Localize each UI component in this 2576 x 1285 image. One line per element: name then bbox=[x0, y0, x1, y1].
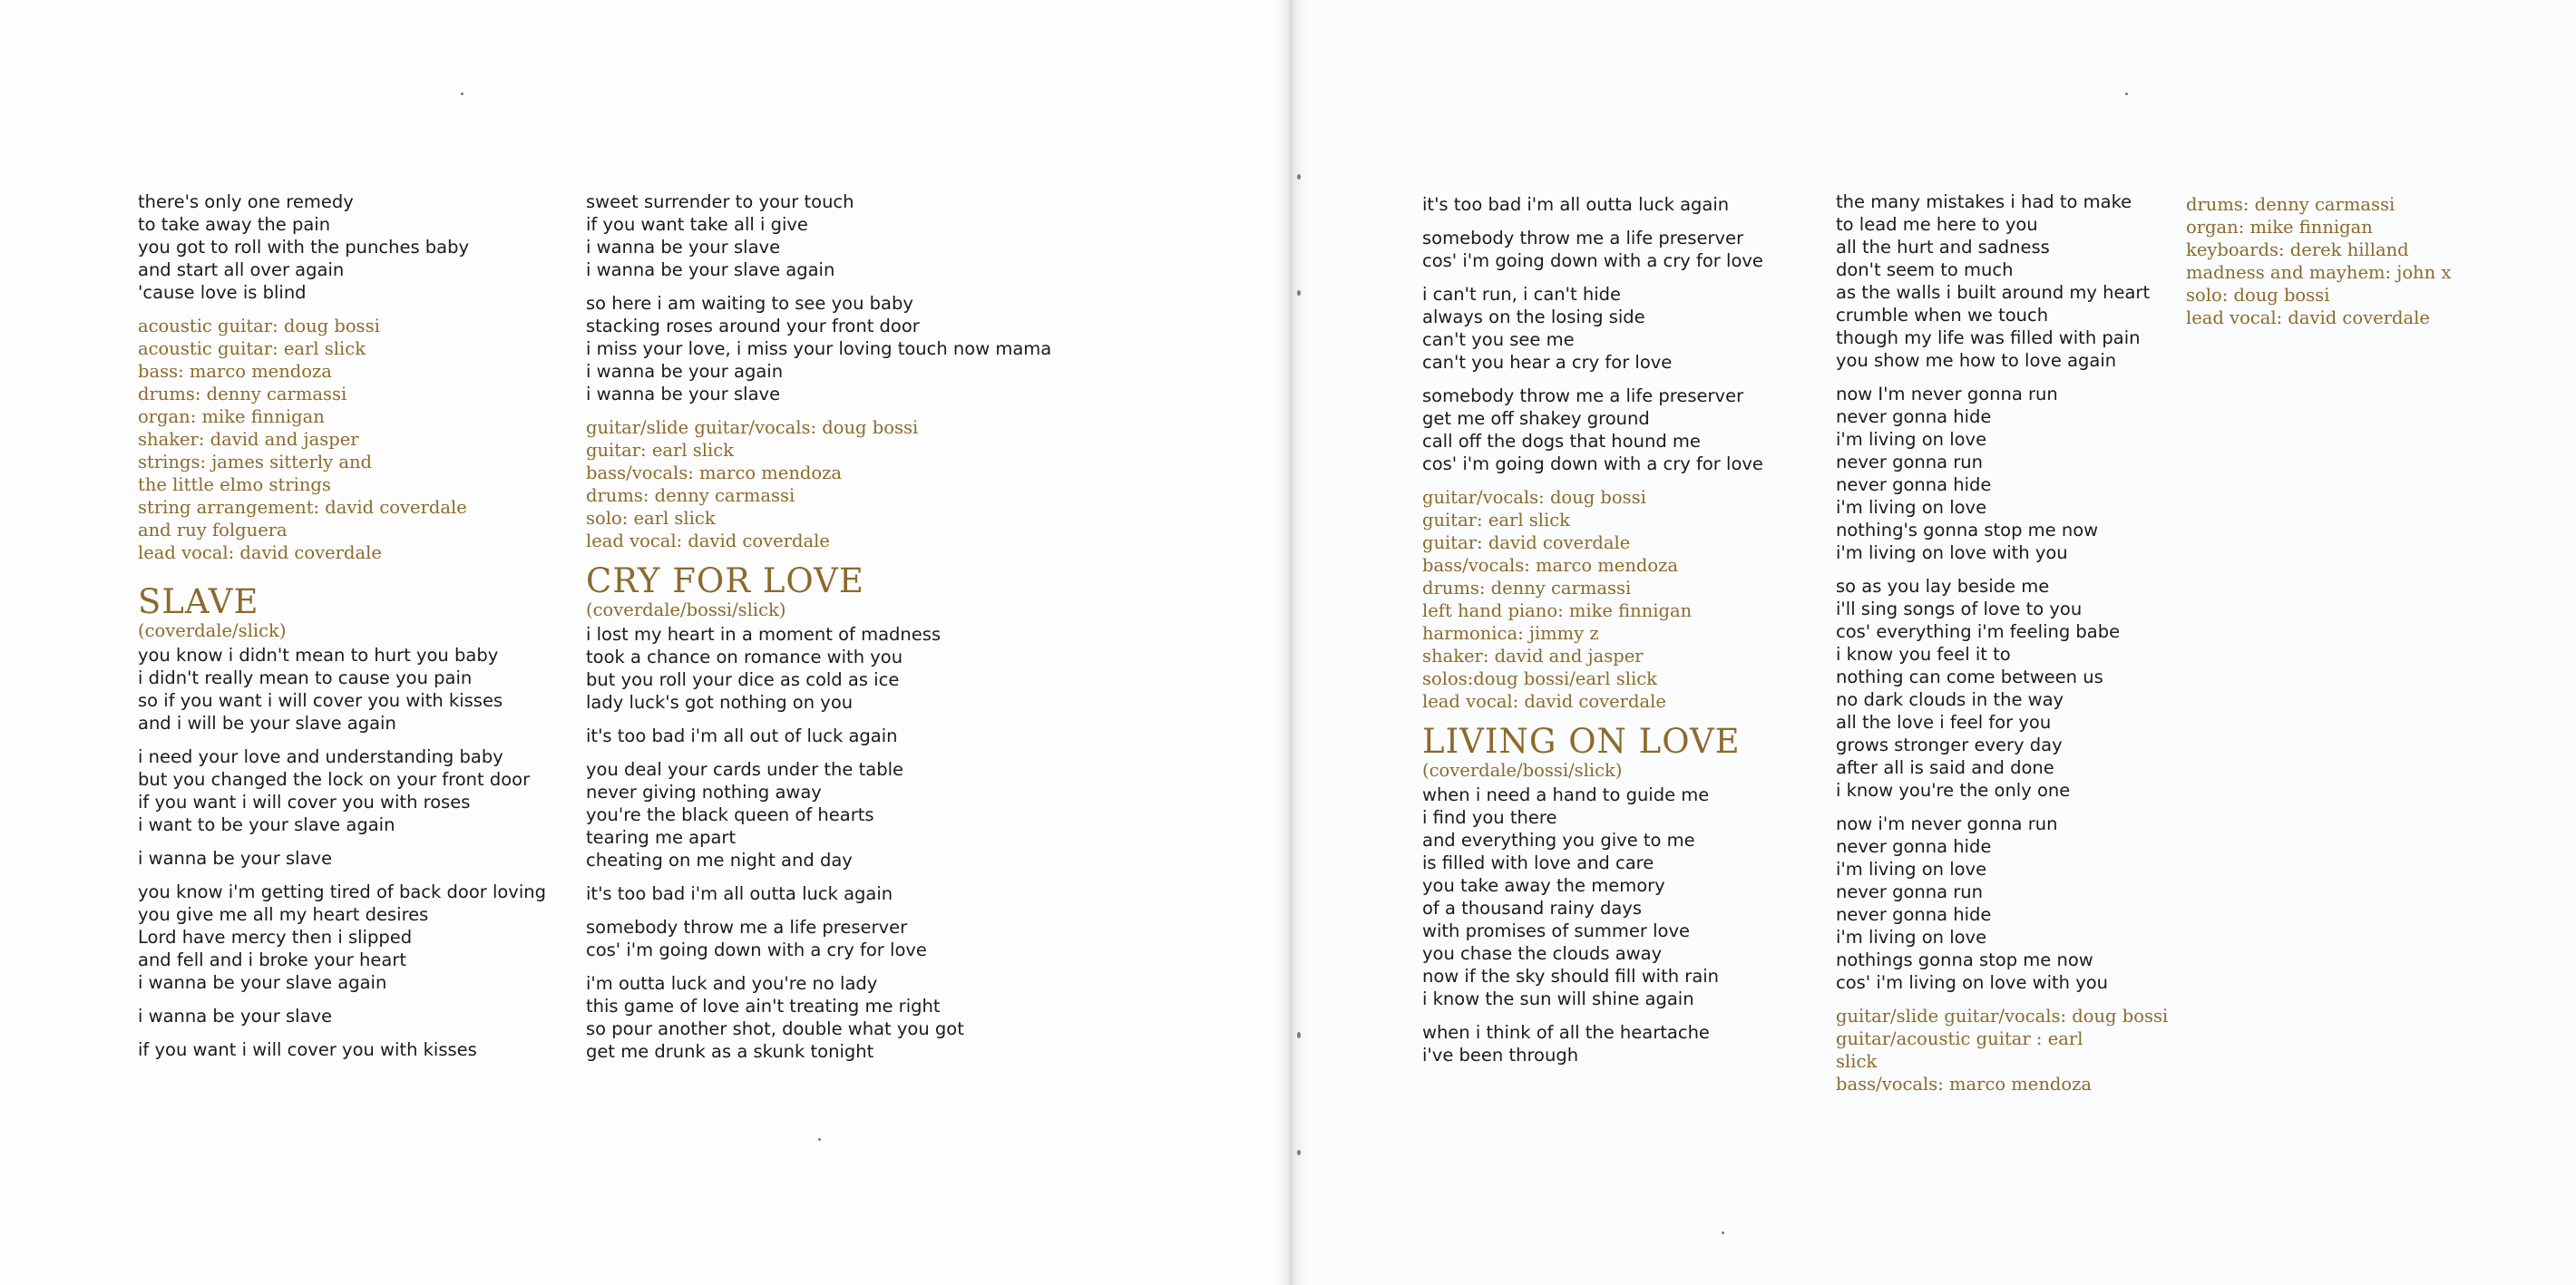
lyric-stanza bbox=[1422, 784, 1763, 1010]
lyric-line: grows stronger every day bbox=[1836, 735, 2063, 755]
lyric-stanza bbox=[1836, 575, 2168, 802]
credit-line: guitar: david coverdale bbox=[1422, 532, 1631, 553]
lyric-line: nothing's gonna stop me now bbox=[1836, 520, 2099, 540]
column-3 bbox=[1422, 193, 1763, 1077]
lyric-line: nothing can come between us bbox=[1836, 667, 2103, 687]
scan-speck bbox=[1297, 1032, 1301, 1038]
credit-line: bass/vocals: marco mendoza bbox=[1422, 555, 1679, 576]
lyric-line: can't you hear a cry for love bbox=[1422, 352, 1673, 373]
lyric-line: so if you want i will cover you with kisses bbox=[138, 690, 503, 711]
credit-line: lead vocal: david coverdale bbox=[1422, 691, 1666, 712]
lyric-line: no dark clouds in the way bbox=[1836, 689, 2064, 710]
lyric-line: there's only one remedy bbox=[138, 191, 354, 212]
lyric-line: to lead me here to you bbox=[1836, 214, 2038, 235]
credits-block bbox=[1836, 1005, 2168, 1095]
lyric-line: i'm living on love bbox=[1836, 859, 1987, 880]
lyric-line: stacking roses around your front door bbox=[586, 316, 920, 336]
credit-line: organ: mike finnigan bbox=[2186, 217, 2373, 238]
credit-line: madness and mayhem: john x bbox=[2186, 262, 2452, 283]
lyric-stanza bbox=[1836, 383, 2168, 564]
credit-line: acoustic guitar: earl slick bbox=[138, 338, 366, 359]
credit-line: drums: denny carmassi bbox=[1422, 578, 1632, 599]
lyric-stanza bbox=[138, 190, 546, 304]
scan-speck bbox=[1297, 1150, 1301, 1155]
lyric-stanza bbox=[1836, 813, 2168, 994]
lyric-line: now if the sky should fill with rain bbox=[1422, 966, 1720, 987]
lyric-line: i know you feel it to bbox=[1836, 644, 2011, 665]
lyric-line: crumble when we touch bbox=[1836, 305, 2049, 326]
lyric-line: i wanna be your slave bbox=[138, 1006, 333, 1027]
lyric-line: never gonna run bbox=[1836, 452, 1984, 472]
lyric-line: somebody throw me a life preserver bbox=[586, 917, 908, 938]
lyric-line: it's too bad i'm all outta luck again bbox=[1422, 194, 1730, 215]
lyric-line: if you want i will cover you with roses bbox=[138, 792, 471, 813]
song-lyrics-continued bbox=[1422, 193, 1763, 475]
lyric-line: it's too bad i'm all out of luck again bbox=[586, 725, 898, 746]
lyric-line: if you want i will cover you with kisses bbox=[138, 1039, 477, 1060]
lyric-stanza bbox=[1422, 1021, 1763, 1066]
lyric-line: when i think of all the heartache bbox=[1422, 1022, 1710, 1043]
lyric-line: i know the sun will shine again bbox=[1422, 988, 1694, 1009]
lyric-stanza bbox=[1422, 193, 1763, 216]
lyric-line: to take away the pain bbox=[138, 214, 331, 235]
scan-speck bbox=[1297, 290, 1301, 296]
lyric-line: when i need a hand to guide me bbox=[1422, 784, 1710, 805]
credit-line: acoustic guitar: doug bossi bbox=[138, 316, 380, 336]
lyric-line: i'm outta luck and you're no lady bbox=[586, 973, 878, 994]
credit-line: slick bbox=[1836, 1051, 1878, 1072]
lyric-line: now I'm never gonna run bbox=[1836, 384, 2058, 404]
lyric-stanza bbox=[586, 623, 1051, 714]
lyric-line: somebody throw me a life preserver bbox=[1422, 228, 1744, 248]
lyric-line: you know i didn't mean to hurt you baby bbox=[138, 645, 499, 666]
credit-line: and ruy folguera bbox=[138, 520, 288, 540]
song-title-living-on-love: LIVING ON LOVE bbox=[1422, 722, 1741, 761]
lyric-line: i lost my heart in a moment of madness bbox=[586, 624, 942, 645]
lyric-line: you're the black queen of hearts bbox=[586, 804, 874, 825]
credit-line: guitar/slide guitar/vocals: doug bossi bbox=[586, 417, 919, 438]
lyric-line: and fell and i broke your heart bbox=[138, 949, 406, 970]
lyric-line: i can't run, i can't hide bbox=[1422, 284, 1621, 305]
lyric-line: you take away the memory bbox=[1422, 875, 1665, 896]
lyric-line: never giving nothing away bbox=[586, 782, 822, 803]
lyric-line: never gonna run bbox=[1836, 881, 1984, 902]
booklet-gutter bbox=[1274, 0, 1307, 1285]
lyric-line: you deal your cards under the table bbox=[586, 759, 903, 780]
credit-line: keyboards: derek hilland bbox=[2186, 239, 2409, 260]
lyric-line: but you roll your dice as cold as ice bbox=[586, 669, 900, 690]
lyric-line: though my life was filled with pain bbox=[1836, 327, 2141, 348]
lyric-stanza bbox=[586, 882, 1051, 905]
lyric-line: so as you lay beside me bbox=[1836, 576, 2050, 597]
lyric-line: somebody throw me a life preserver bbox=[1422, 385, 1744, 406]
song-lyrics-continued bbox=[586, 190, 1051, 405]
lyric-line: all the love i feel for you bbox=[1836, 712, 2052, 733]
lyric-line: the many mistakes i had to make bbox=[1836, 191, 2132, 212]
lyric-stanza bbox=[586, 725, 1051, 747]
lyric-stanza bbox=[586, 972, 1051, 1063]
lyric-line: i wanna be your slave bbox=[138, 848, 333, 869]
song-writers-living-on-love: (coverdale/bossi/slick) bbox=[1422, 760, 1623, 781]
lyric-line: i know you're the only one bbox=[1836, 780, 2071, 801]
credit-line: solo: earl slick bbox=[586, 508, 716, 529]
lyric-line: 'cause love is blind bbox=[138, 282, 307, 303]
credit-line: drums: denny carmassi bbox=[138, 384, 347, 404]
lyric-line: this game of love ain't treating me right bbox=[586, 996, 941, 1017]
lyric-line: so here i am waiting to see you baby bbox=[586, 293, 913, 314]
scan-speck bbox=[818, 1138, 821, 1141]
lyric-line: don't seem to much bbox=[1836, 259, 2014, 280]
lyric-stanza bbox=[1836, 190, 2168, 372]
lyric-line: never gonna hide bbox=[1836, 836, 1992, 857]
lyric-line: never gonna hide bbox=[1836, 904, 1992, 925]
lyric-line: never gonna hide bbox=[1836, 406, 1992, 427]
lyric-line: so pour another shot, double what you got bbox=[586, 1018, 964, 1039]
credits-block bbox=[138, 315, 546, 564]
lyric-line: call off the dogs that hound me bbox=[1422, 431, 1701, 452]
lyric-stanza bbox=[138, 1005, 546, 1027]
lyric-line: i find you there bbox=[1422, 807, 1557, 828]
lyric-line: of a thousand rainy days bbox=[1422, 898, 1642, 919]
lyric-line: i'm living on love bbox=[1836, 927, 1987, 948]
lyric-stanza bbox=[138, 745, 546, 836]
credit-line: shaker: david and jasper bbox=[138, 429, 359, 450]
credit-line: left hand piano: mike finnigan bbox=[1422, 600, 1693, 621]
lyric-line: cos' i'm going down with a cry for love bbox=[586, 939, 927, 960]
lyric-line: always on the losing side bbox=[1422, 307, 1645, 327]
credit-line: lead vocal: david coverdale bbox=[2186, 307, 2430, 328]
lyric-stanza bbox=[1422, 227, 1763, 272]
lyric-line: i'm living on love bbox=[1836, 497, 1987, 518]
credit-line: guitar: earl slick bbox=[1422, 510, 1570, 531]
column-2 bbox=[586, 190, 1051, 1074]
credit-line: guitar/acoustic guitar : earl bbox=[1836, 1028, 2083, 1049]
credit-line: drums: denny carmassi bbox=[2186, 194, 2395, 215]
lyric-line: cos' everything i'm feeling babe bbox=[1836, 621, 2121, 642]
column-5 bbox=[2186, 193, 2451, 340]
lyric-line: as the walls i built around my heart bbox=[1836, 282, 2151, 303]
lyric-line: if you want take all i give bbox=[586, 214, 808, 235]
lyric-line: i didn't really mean to cause you pain bbox=[138, 667, 473, 688]
lyric-line: and start all over again bbox=[138, 259, 345, 280]
lyric-stanza bbox=[1422, 283, 1763, 374]
lyric-line: i'm living on love bbox=[1836, 429, 1987, 450]
lyric-line: cos' i'm going down with a cry for love bbox=[1422, 453, 1763, 474]
credit-line: the little elmo strings bbox=[138, 474, 331, 495]
lyric-line: tearing me apart bbox=[586, 827, 737, 848]
credit-line: drums: denny carmassi bbox=[586, 485, 795, 506]
lyric-stanza bbox=[138, 881, 546, 994]
lyric-line: you know i'm getting tired of back door loving bbox=[138, 881, 547, 902]
song-writers-cry-for-love: (coverdale/bossi/slick) bbox=[586, 599, 786, 620]
lyric-stanza bbox=[1422, 385, 1763, 475]
lyric-line: i wanna be your slave bbox=[586, 384, 781, 404]
lyric-line: but you changed the lock on your front door bbox=[138, 769, 531, 790]
lyric-line: with promises of summer love bbox=[1422, 920, 1690, 941]
lyric-line: i'm living on love with you bbox=[1836, 542, 2068, 563]
credit-line: shaker: david and jasper bbox=[1422, 646, 1644, 667]
lyric-line: now i'm never gonna run bbox=[1836, 813, 2058, 834]
credits-block bbox=[1422, 486, 1763, 713]
lyric-line: sweet surrender to your touch bbox=[586, 191, 854, 212]
credit-line: solo: doug bossi bbox=[2186, 285, 2330, 306]
credit-line: string arrangement: david coverdale bbox=[138, 497, 467, 518]
lyric-line: i wanna be your slave again bbox=[138, 972, 387, 993]
lyric-line: took a chance on romance with you bbox=[586, 647, 903, 667]
credit-line: bass/vocals: marco mendoza bbox=[1836, 1074, 2093, 1095]
credit-line: solos:doug bossi/earl slick bbox=[1422, 668, 1657, 689]
lyric-line: is filled with love and care bbox=[1422, 852, 1654, 873]
lyric-stanza bbox=[586, 190, 1051, 281]
lyric-line: all the hurt and sadness bbox=[1836, 237, 2050, 258]
lyric-stanza bbox=[586, 916, 1051, 961]
lyric-line: and everything you give to me bbox=[1422, 830, 1695, 851]
credit-line: bass/vocals: marco mendoza bbox=[586, 462, 843, 483]
credit-line: bass: marco mendoza bbox=[138, 361, 332, 382]
lyric-line: can't you see me bbox=[1422, 329, 1575, 350]
lyric-line: cos' i'm going down with a cry for love bbox=[1422, 250, 1763, 271]
song-lyrics-continued bbox=[1836, 190, 2168, 994]
lyric-line: you give me all my heart desires bbox=[138, 904, 429, 925]
lyric-line: i wanna be your slave bbox=[586, 237, 781, 258]
lyric-line: Lord have mercy then i slipped bbox=[138, 927, 413, 948]
lyric-stanza bbox=[138, 1038, 546, 1061]
column-4 bbox=[1836, 190, 2168, 1106]
song-lyrics-cry-for-love bbox=[586, 623, 1051, 1063]
lyric-line: it's too bad i'm all outta luck again bbox=[586, 883, 893, 904]
lyric-line: nothings gonna stop me now bbox=[1836, 949, 2093, 970]
scan-speck bbox=[1297, 174, 1301, 180]
credits-block bbox=[2186, 193, 2451, 329]
credit-line: lead vocal: david coverdale bbox=[586, 531, 830, 551]
scan-speck bbox=[2125, 92, 2128, 95]
lyric-line: you show me how to love again bbox=[1836, 350, 2117, 371]
lyric-stanza bbox=[138, 847, 546, 870]
song-writers-slave: (coverdale/slick) bbox=[138, 620, 287, 641]
song-lyrics-living-on-love bbox=[1422, 784, 1763, 1066]
credit-line: organ: mike finnigan bbox=[138, 406, 325, 427]
lyric-line: lady luck's got nothing on you bbox=[586, 692, 854, 713]
credit-line: guitar/slide guitar/vocals: doug bossi bbox=[1836, 1006, 2169, 1027]
credit-line: guitar: earl slick bbox=[586, 440, 734, 461]
lyric-line: never gonna hide bbox=[1836, 474, 1992, 495]
lyric-line: i've been through bbox=[1422, 1045, 1579, 1066]
column-1 bbox=[138, 190, 546, 1072]
lyric-line: i wanna be your again bbox=[586, 361, 784, 382]
song-title-cry-for-love: CRY FOR LOVE bbox=[586, 561, 864, 600]
song-lyrics-slave bbox=[138, 644, 546, 1061]
lyric-line: i need your love and understanding baby bbox=[138, 746, 503, 767]
lyric-line: cos' i'm living on love with you bbox=[1836, 972, 2109, 993]
song-title-slave: SLAVE bbox=[138, 582, 259, 621]
lyric-line: and i will be your slave again bbox=[138, 713, 396, 734]
scan-speck bbox=[1722, 1231, 1724, 1234]
lyric-line: you chase the clouds away bbox=[1422, 943, 1663, 964]
lyric-line: i miss your love, i miss your loving touch now mama bbox=[586, 338, 1052, 359]
credits-block bbox=[586, 416, 1051, 552]
lyric-line: i wanna be your slave again bbox=[586, 259, 835, 280]
credit-line: harmonica: jimmy z bbox=[1422, 623, 1599, 644]
lyric-line: get me off shakey ground bbox=[1422, 408, 1650, 429]
lyric-stanza bbox=[586, 758, 1051, 871]
credit-line: lead vocal: david coverdale bbox=[138, 542, 382, 563]
lyric-line: i'll sing songs of love to you bbox=[1836, 599, 2083, 619]
lyric-line: cheating on me night and day bbox=[586, 850, 853, 871]
lyric-stanza bbox=[586, 292, 1051, 405]
lyric-line: after all is said and done bbox=[1836, 757, 2054, 778]
credit-line: strings: james sitterly and bbox=[138, 452, 373, 472]
lyric-stanza bbox=[138, 644, 546, 735]
lyric-line: i want to be your slave again bbox=[138, 814, 395, 835]
scan-speck bbox=[461, 92, 463, 95]
lyric-line: you got to roll with the punches baby bbox=[138, 237, 470, 258]
credit-line: guitar/vocals: doug bossi bbox=[1422, 487, 1646, 508]
lyric-line: get me drunk as a skunk tonight bbox=[586, 1041, 874, 1062]
